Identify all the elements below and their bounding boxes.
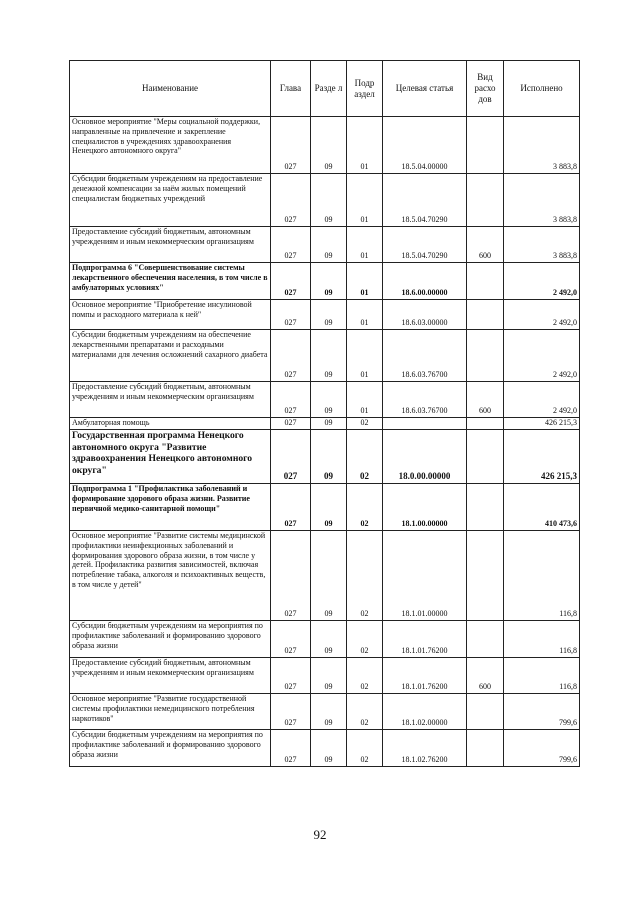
cell-razdel: 09 xyxy=(311,531,347,621)
cell-glava: 027 xyxy=(271,484,311,531)
header-glava: Глава xyxy=(271,61,311,117)
cell-podrazdel: 01 xyxy=(347,263,383,300)
cell-podrazdel: 01 xyxy=(347,300,383,330)
cell-podrazdel: 02 xyxy=(347,730,383,767)
cell-podrazdel: 01 xyxy=(347,227,383,263)
cell-vid: 600 xyxy=(467,382,504,418)
cell-glava: 027 xyxy=(271,531,311,621)
table-row xyxy=(70,117,580,174)
cell-name: Предоставление субсидий бюджетным, автономным учреждениям и иным некоммерческим организациям xyxy=(70,382,271,418)
cell-ispolneno: 116,8 xyxy=(504,658,580,694)
cell-name: Предоставление субсидий бюджетным, автономным учреждениям и иным некоммерческим организациям xyxy=(70,227,271,263)
cell-ispolneno: 3 883,8 xyxy=(504,227,580,263)
cell-vid xyxy=(467,531,504,621)
table-row xyxy=(70,730,580,767)
cell-ispolneno: 410 473,6 xyxy=(504,484,580,531)
header-razdel: Разде л xyxy=(311,61,347,117)
cell-podrazdel: 02 xyxy=(347,418,383,430)
cell-ispolneno: 3 883,8 xyxy=(504,117,580,174)
budget-table xyxy=(69,60,580,767)
cell-celevaya: 18.1.02.00000 xyxy=(383,694,467,730)
cell-vid xyxy=(467,117,504,174)
table-row xyxy=(70,330,580,382)
table-row xyxy=(70,174,580,227)
cell-celevaya: 18.5.04.00000 xyxy=(383,117,467,174)
cell-glava: 027 xyxy=(271,621,311,658)
cell-name: Субсидии бюджетным учреждениям на мероприятия по профилактике заболеваний и формированию здорового образа жизни xyxy=(70,730,271,767)
cell-ispolneno: 2 492,0 xyxy=(504,263,580,300)
cell-razdel: 09 xyxy=(311,658,347,694)
cell-ispolneno: 2 492,0 xyxy=(504,382,580,418)
cell-vid xyxy=(467,300,504,330)
cell-podrazdel: 01 xyxy=(347,174,383,227)
cell-name: Основное мероприятие "Приобретение инсулиновой помпы и расходного материала к ней" xyxy=(70,300,271,330)
cell-glava: 027 xyxy=(271,418,311,430)
header-celevaya: Целевая статья xyxy=(383,61,467,117)
cell-razdel: 09 xyxy=(311,263,347,300)
cell-razdel: 09 xyxy=(311,382,347,418)
cell-razdel: 09 xyxy=(311,621,347,658)
cell-podrazdel: 02 xyxy=(347,484,383,531)
header-vid: Вид расхо дов xyxy=(467,61,504,117)
cell-vid xyxy=(467,484,504,531)
cell-ispolneno: 2 492,0 xyxy=(504,330,580,382)
cell-ispolneno: 3 883,8 xyxy=(504,174,580,227)
table-row xyxy=(70,658,580,694)
cell-glava: 027 xyxy=(271,174,311,227)
cell-vid xyxy=(467,330,504,382)
cell-vid xyxy=(467,418,504,430)
cell-vid xyxy=(467,263,504,300)
cell-glava: 027 xyxy=(271,263,311,300)
cell-ispolneno: 426 215,3 xyxy=(504,418,580,430)
cell-celevaya: 18.5.04.70290 xyxy=(383,174,467,227)
cell-ispolneno: 799,6 xyxy=(504,694,580,730)
cell-celevaya: 18.6.00.00000 xyxy=(383,263,467,300)
cell-name: Субсидии бюджетным учреждениям на мероприятия по профилактике заболеваний и формированию здорового образа жизни xyxy=(70,621,271,658)
cell-celevaya: 18.1.01.76200 xyxy=(383,621,467,658)
cell-podrazdel: 02 xyxy=(347,658,383,694)
cell-ispolneno: 426 215,3 xyxy=(504,430,580,484)
cell-podrazdel: 02 xyxy=(347,621,383,658)
cell-celevaya: 18.1.01.00000 xyxy=(383,531,467,621)
cell-name: Подпрограмма 6 "Совершенствование системы лекарственного обеспечения населения, в том числе в амбулаторных условиях" xyxy=(70,263,271,300)
cell-name: Основное мероприятие "Меры социальной поддержки, направленные на привлечение и закрепление специалистов в учреждениях здравоохранения Ненецкого автономного округа" xyxy=(70,117,271,174)
cell-glava: 027 xyxy=(271,658,311,694)
cell-vid xyxy=(467,174,504,227)
cell-glava: 027 xyxy=(271,382,311,418)
cell-vid xyxy=(467,730,504,767)
cell-vid xyxy=(467,430,504,484)
cell-razdel: 09 xyxy=(311,430,347,484)
cell-ispolneno: 116,8 xyxy=(504,621,580,658)
table-row xyxy=(70,430,580,484)
cell-glava: 027 xyxy=(271,300,311,330)
cell-podrazdel: 02 xyxy=(347,531,383,621)
page-number: 92 xyxy=(313,827,327,842)
cell-celevaya: 18.1.02.76200 xyxy=(383,730,467,767)
table-row xyxy=(70,484,580,531)
cell-razdel: 09 xyxy=(311,418,347,430)
cell-glava: 027 xyxy=(271,430,311,484)
cell-podrazdel: 01 xyxy=(347,117,383,174)
cell-razdel: 09 xyxy=(311,300,347,330)
cell-razdel: 09 xyxy=(311,174,347,227)
cell-ispolneno: 2 492,0 xyxy=(504,300,580,330)
cell-glava: 027 xyxy=(271,330,311,382)
cell-celevaya xyxy=(383,418,467,430)
cell-vid: 600 xyxy=(467,227,504,263)
cell-razdel: 09 xyxy=(311,730,347,767)
cell-name: Основное мероприятие "Развитие государственной системы профилактики немедицинского потребления наркотиков" xyxy=(70,694,271,730)
table-row xyxy=(70,382,580,418)
cell-name: Предоставление субсидий бюджетным, автономным учреждениям и иным некоммерческим организациям xyxy=(70,658,271,694)
cell-name: Подпрограмма 1 "Профилактика заболеваний и формирование здорового образа жизни. Развитие первичной медико-санитарной помощи" xyxy=(70,484,271,531)
cell-name: Государственная программа Ненецкого автономного округа "Развитие здравоохранения Ненецкого автономного округа" xyxy=(70,430,271,484)
cell-celevaya: 18.0.00.00000 xyxy=(383,430,467,484)
header-podrazdel: Подр аздел xyxy=(347,61,383,117)
cell-name: Основное мероприятие "Развитие системы медицинской профилактики неинфекционных заболеваний и формирования здорового образа жизни, в том числе у детей. Профилактика развития зависимостей, включая потребление табака, алкоголя и психоактивных веществ, в том числе у детей" xyxy=(70,531,271,621)
header-name: Наименование xyxy=(70,61,271,117)
cell-ispolneno: 116,8 xyxy=(504,531,580,621)
table-row xyxy=(70,694,580,730)
header-ispolneno: Исполнено xyxy=(504,61,580,117)
cell-celevaya: 18.6.03.00000 xyxy=(383,300,467,330)
table-row xyxy=(70,531,580,621)
cell-razdel: 09 xyxy=(311,694,347,730)
cell-vid xyxy=(467,621,504,658)
table-row xyxy=(70,418,580,430)
cell-glava: 027 xyxy=(271,730,311,767)
cell-celevaya: 18.1.00.00000 xyxy=(383,484,467,531)
cell-podrazdel: 02 xyxy=(347,694,383,730)
cell-glava: 027 xyxy=(271,117,311,174)
table-row xyxy=(70,263,580,300)
table-row xyxy=(70,227,580,263)
cell-razdel: 09 xyxy=(311,227,347,263)
cell-vid xyxy=(467,694,504,730)
table-row xyxy=(70,621,580,658)
cell-celevaya: 18.1.01.76200 xyxy=(383,658,467,694)
cell-name: Субсидии бюджетным учреждениям на обеспечение лекарственными препаратами и расходными материалами для лечения осложнений сахарного диабета xyxy=(70,330,271,382)
cell-celevaya: 18.6.03.76700 xyxy=(383,382,467,418)
cell-razdel: 09 xyxy=(311,484,347,531)
cell-vid: 600 xyxy=(467,658,504,694)
cell-glava: 027 xyxy=(271,694,311,730)
cell-podrazdel: 02 xyxy=(347,430,383,484)
cell-ispolneno: 799,6 xyxy=(504,730,580,767)
cell-name: Амбулаторная помощь xyxy=(70,418,271,430)
cell-celevaya: 18.5.04.70290 xyxy=(383,227,467,263)
cell-razdel: 09 xyxy=(311,330,347,382)
table-header-row xyxy=(70,61,580,117)
cell-celevaya: 18.6.03.76700 xyxy=(383,330,467,382)
table-row xyxy=(70,300,580,330)
cell-podrazdel: 01 xyxy=(347,382,383,418)
cell-razdel: 09 xyxy=(311,117,347,174)
cell-podrazdel: 01 xyxy=(347,330,383,382)
cell-glava: 027 xyxy=(271,227,311,263)
cell-name: Субсидии бюджетным учреждениям на предоставление денежной компенсации за наём жилых помещений специалистам бюджетных учреждений xyxy=(70,174,271,227)
